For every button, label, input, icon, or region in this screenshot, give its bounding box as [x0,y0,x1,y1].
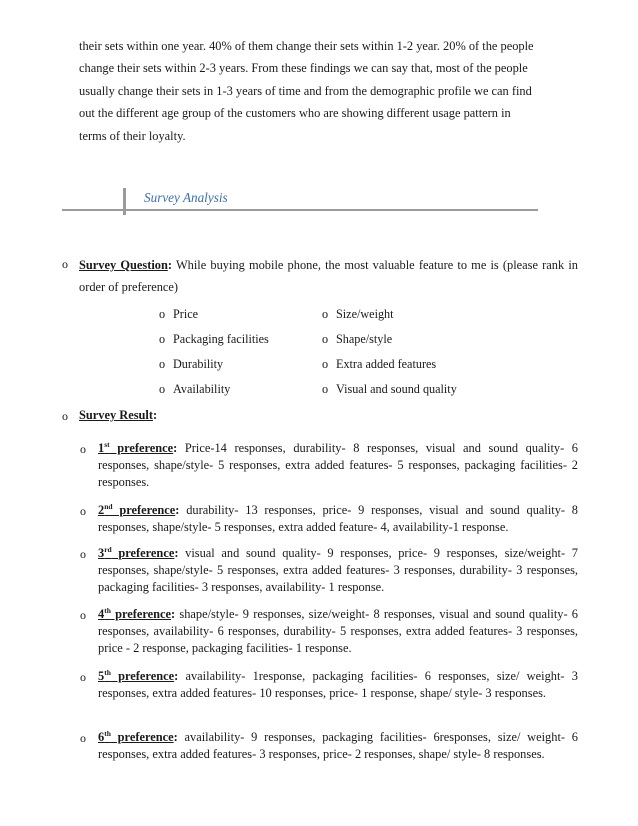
bullet-icon: o [80,608,86,622]
preference-text: shape/style- 9 responses, size/weight- 8 responses, visual and sound quality- 6 responses, availability- 6 responses, durability- 5 responses, extra added features- 3 responses, price - 2 response, packaging facilities- 1 response. [98,607,578,656]
survey-result-heading [79,408,157,423]
intro-line: out the different age group of the customers who are showing different usage pattern in [79,106,511,121]
bullet-icon: o [80,547,86,561]
preference-item: 2nd preference: durability- 13 responses, price- 9 responses, visual and sound quality- 8 responses, shape/style- 5 responses, extra added feature- 4, availability-1 response. [98,501,578,535]
intro-line: terms of their loyalty. [79,128,186,143]
option-label: Price [173,307,199,321]
result-colon: : [153,408,158,422]
option-item [322,357,436,372]
bullet-icon: o [159,382,166,396]
bullet-icon: o [62,409,68,423]
question-text: While buying mobile phone, the most valuable feature to me is (please rank in order of preference) [79,258,578,294]
preference-text: availability- 9 responses, packaging facilities- 6responses, size/ weight- 6 responses, extra added features- 3 responses, price- 2 responses, shape/ style- 8 responses. [98,730,578,762]
bullet-icon: o [322,382,329,396]
option-label: Shape/style [336,332,393,346]
bullet-icon: o [322,357,329,371]
option-label: Size/weight [336,307,394,321]
option-item [159,307,198,322]
preference-item: 3rd preference: visual and sound quality- 9 responses, price- 9 responses, size/weight- 7 responses, shape/style- 5 responses, extra added features- 3 responses, durability- 3 responses, packaging facilities- 3 responses, availability- 1 response. [98,544,578,595]
option-label: Visual and sound quality [336,382,457,396]
preference-text: availability- 1response, packaging facilities- 6 responses, size/ weight- 3 responses, extra added features- 10 responses, price- 1 response, shape/ style- 3 responses. [98,669,578,701]
option-item [159,357,223,372]
survey-question [79,254,578,298]
intro-line: change their sets within 2-3 years. From these findings we can say that, most of the people [79,61,528,76]
option-label: Durability [173,357,224,371]
bullet-icon: o [159,307,166,321]
option-item [322,382,457,397]
bullet-icon: o [80,504,86,518]
option-item [159,332,269,347]
intro-line: their sets within one year. 40% of them change their sets within 1-2 year. 20% of the people [79,39,534,53]
bullet-icon: o [80,442,86,456]
preference-text: durability- 13 responses, price- 9 responses, visual and sound quality- 8 responses, shape/style- 5 responses, extra added feature- 4, availability-1 response. [98,503,578,535]
preference-label: 3rd preference [98,544,175,560]
option-item [322,307,394,322]
bullet-icon: o [80,731,86,745]
preference-item: 6th preference: availability- 9 responses, packaging facilities- 6responses, size/ weight- 6 responses, extra added features- 3 responses, price- 2 responses, shape/ style- 8 responses. [98,728,578,762]
preference-item: 1st preference: Price-14 responses, durability- 8 responses, visual and sound quality- 6 responses, shape/style- 5 responses, extra added features- 5 responses, packaging facilities- 2 responses. [98,439,578,490]
preference-item: 4th preference: shape/style- 9 responses, size/weight- 8 responses, visual and sound quality- 6 responses, availability- 6 responses, durability- 5 responses, extra added features- 3 responses, price - 2 response, packaging facilities- 1 response. [98,605,578,656]
intro-paragraph [79,35,578,147]
result-label: Survey Result [79,408,153,422]
preference-item: 5th preference: availability- 1response, packaging facilities- 6 responses, size/ weight- 3 responses, extra added features- 10 responses, price- 1 response, shape/ style- 3 responses. [98,667,578,701]
bullet-icon: o [322,332,329,346]
preference-label: 2nd preference [98,501,176,517]
preference-label: 5th preference [98,667,175,683]
bullet-icon: o [80,670,86,684]
preference-text: Price-14 responses, durability- 8 responses, visual and sound quality- 6 responses, shape/style- 5 responses, extra added features- 5 responses, packaging facilities- 2 responses. [98,441,578,490]
section-title: Survey Analysis [144,190,228,205]
option-label: Extra added features [336,357,437,371]
bullet-icon: o [322,307,329,321]
question-label: Survey Question [79,258,168,272]
bullet-icon: o [159,332,166,346]
intro-line: usually change their sets in 1-3 years of time and from the demographic profile we can find [79,83,532,98]
option-item [159,382,230,397]
option-label: Availability [173,382,231,396]
question-colon: : [167,258,172,272]
section-heading [0,186,638,216]
bullet-icon: o [159,357,166,371]
option-item [322,332,392,347]
preference-label: 1st preference [98,439,174,455]
preference-label: 6th preference [98,728,174,744]
section-bar [123,188,126,215]
bullet-icon: o [62,257,68,271]
option-label: Packaging facilities [173,332,269,346]
preference-text: visual and sound quality- 9 responses, price- 9 responses, size/weight- 7 responses, shape/style- 5 responses, extra added features- 3 responses, durability- 3 responses, packaging facilities- 3 responses, availability- 1 response. [98,546,578,595]
section-rule [62,209,538,211]
preference-label: 4th preference [98,605,172,621]
